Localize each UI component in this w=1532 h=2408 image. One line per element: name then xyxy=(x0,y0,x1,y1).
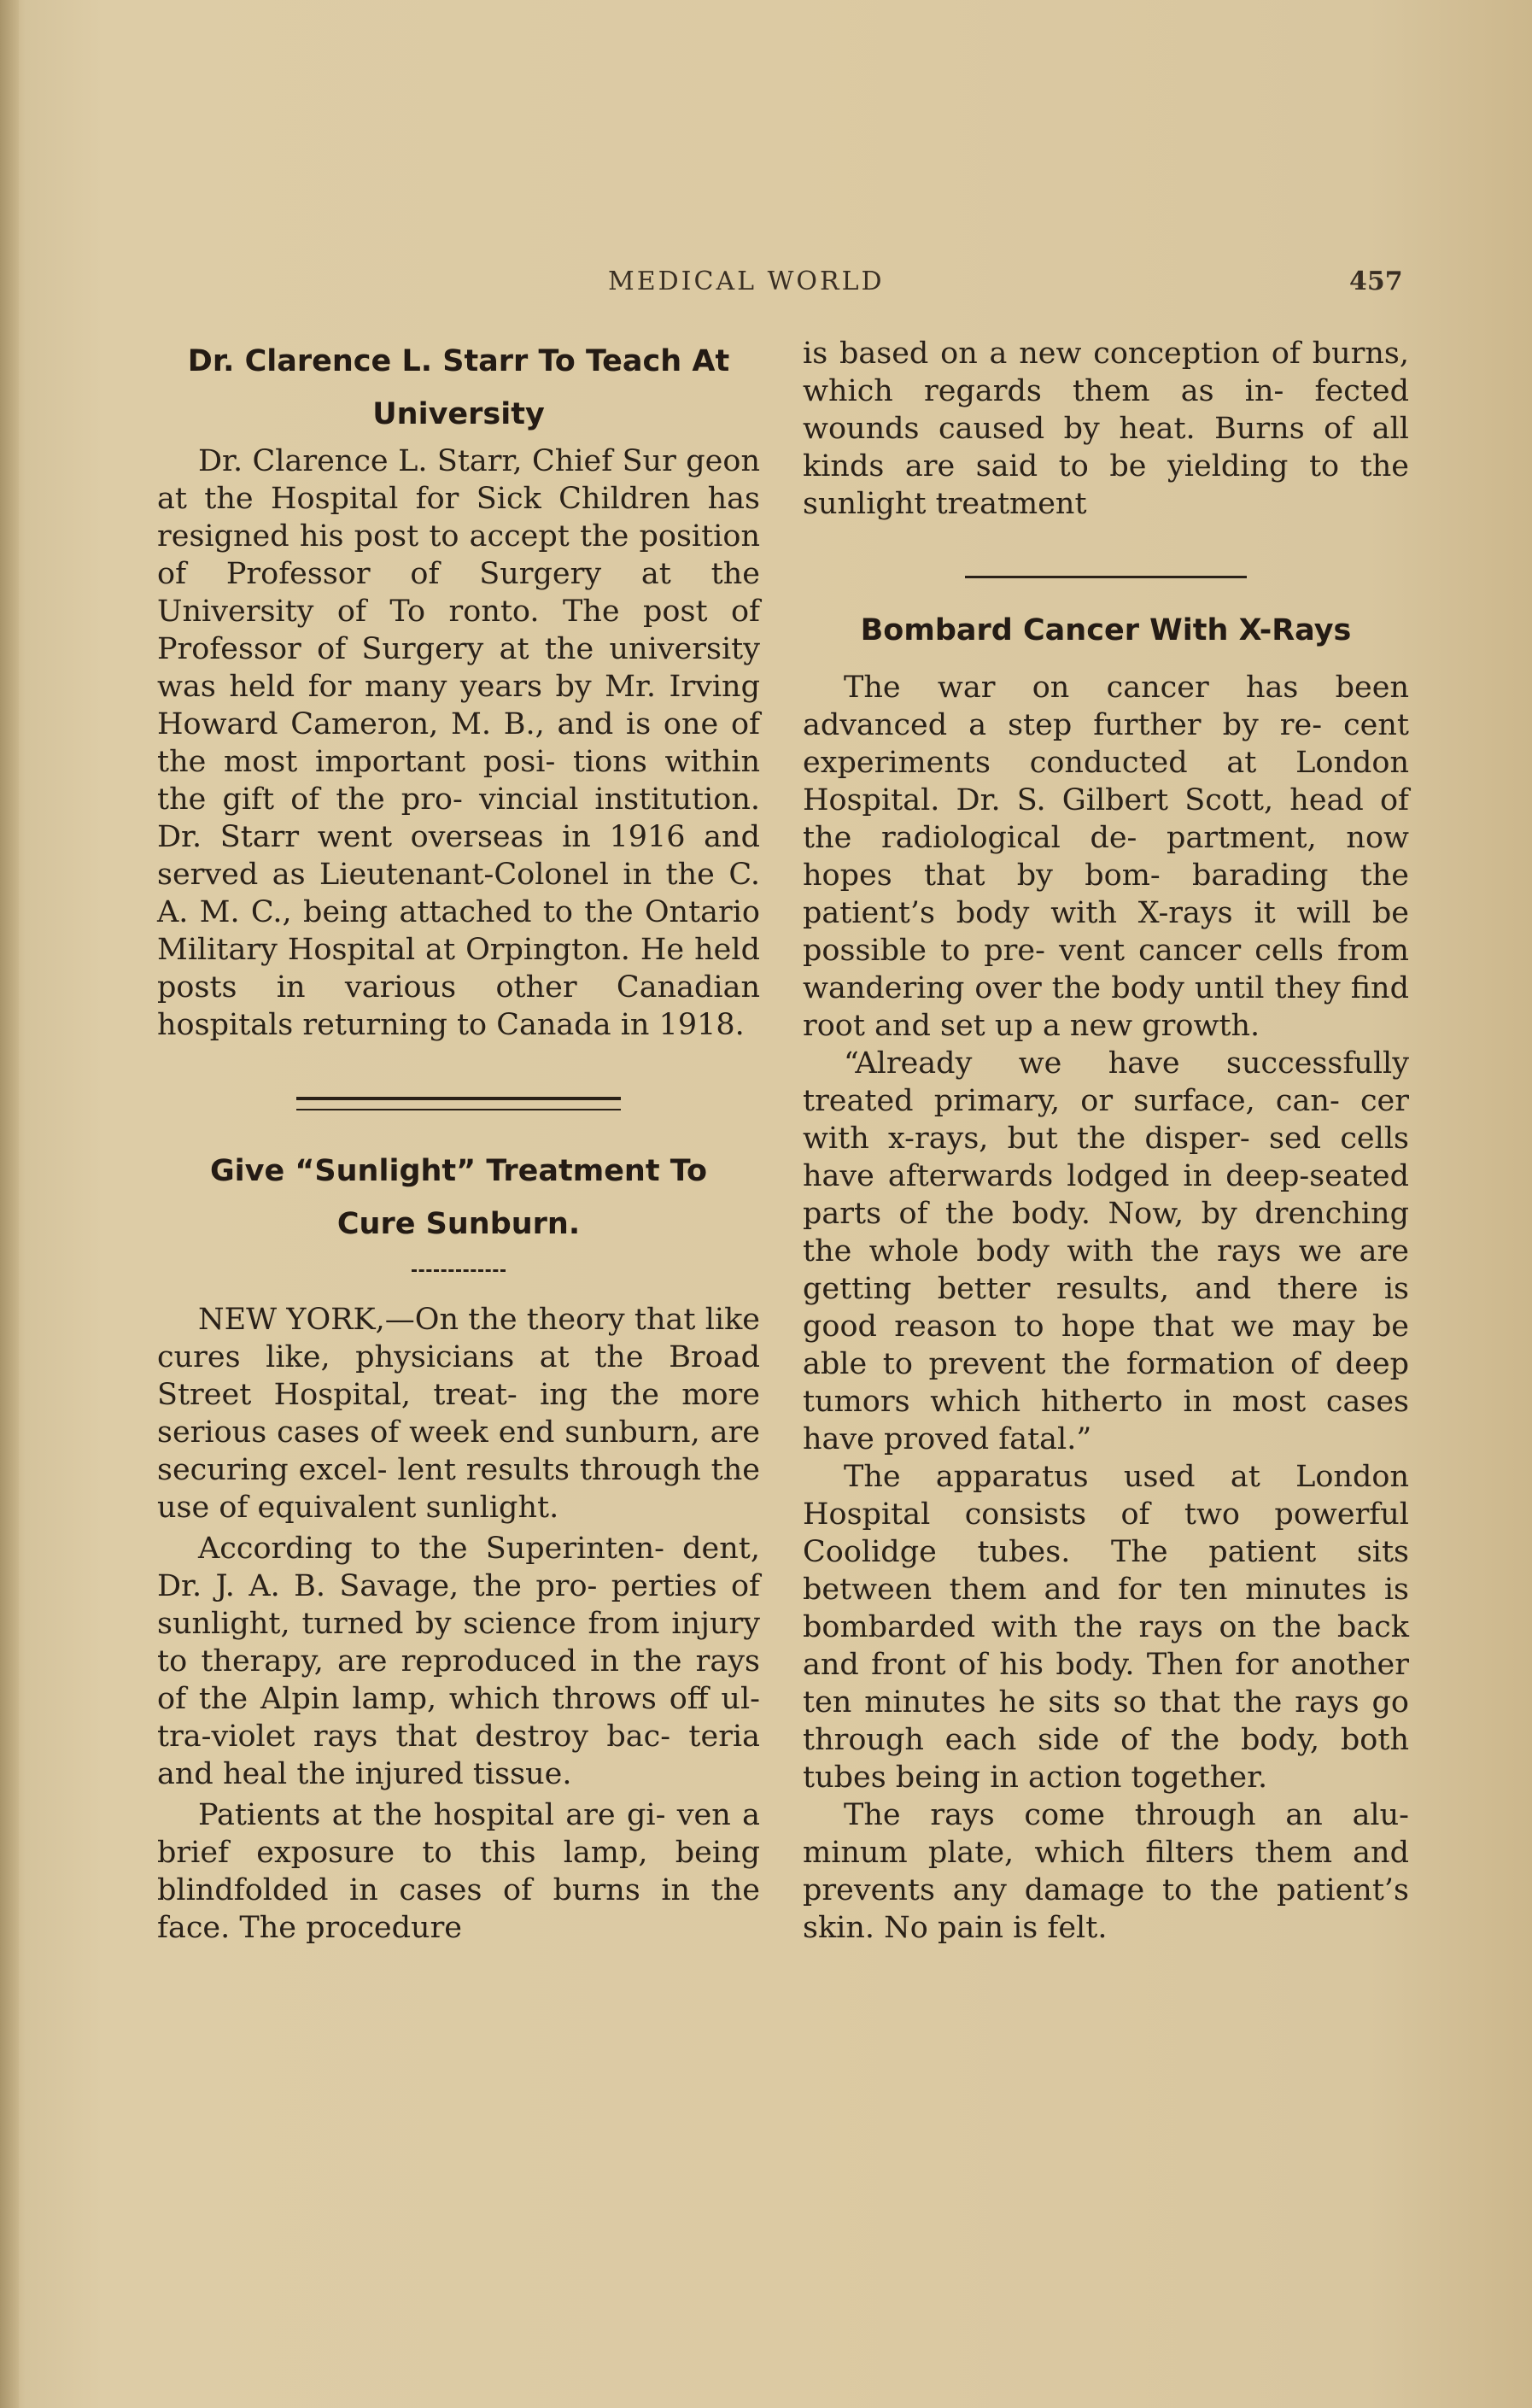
article-headline-line2: Cure Sunburn. xyxy=(336,1207,581,1241)
article-body: Dr. Clarence L. Starr, Chief Sur geon at the Hospital for Sick Children has resigned his post to accept the position of Professor of Surgery at the University of To ronto. The post of Professor of Surgery at the university was held for many years by Mr. Irving Howard Cameron, M. B., and is one of the most important posi- tions within the gift of the pro- vincial institution. Dr. Starr went overseas in 1916 and served as Lieutenant-Colonel in the C. A. M. C., being attached to the Ontario Military Hospital at Orpington. He held posts in various other Canadian hospitals returning to Canada in 1918. xyxy=(157,444,760,1042)
article-continuation: is based on a new conception of burns, which regards them as in- fected wounds caused by heat. Burns of all kinds are said to be yielding to the sunlight treatment xyxy=(803,337,1409,521)
article-headline: Give “Sunlight” Treatment To xyxy=(209,1154,708,1188)
article-paragraph: The rays come through an alu- minum plate, which filters them and prevents any damage to the patient’s skin. No pain is felt. xyxy=(803,1798,1409,1945)
running-header xyxy=(0,267,1532,301)
article-starr xyxy=(157,335,760,1044)
page-spine-edge xyxy=(0,0,19,2408)
right-column xyxy=(803,335,1409,1947)
article-paragraph: “Already we have successfully treated primary, or surface, can- cer with x-rays, but the disper- sed cells have afterwards lodged in deep-seated parts of the body. Now, by drenching the whole body with the rays we are getting better results, and there is good reason to hope that we may be able to prevent the formation of deep tumors which hitherto in most cases have proved fatal.” xyxy=(803,1046,1409,1456)
journal-title: MEDICAL WORLD xyxy=(608,267,885,296)
left-column xyxy=(157,335,760,1947)
article-paragraph: NEW YORK,—On the theory that like cures like, physicians at the Broad Street Hospital, treat- ing the more serious cases of week end sunburn, are securing excel- lent results through the use of equivalent sunlight. xyxy=(157,1303,760,1525)
article-headline-line2: University xyxy=(372,397,545,431)
article-xrays xyxy=(803,604,1409,1947)
page-number: 457 xyxy=(1349,267,1403,296)
section-divider xyxy=(296,1097,621,1110)
article-headline: Dr. Clarence L. Starr To Teach At xyxy=(187,344,730,378)
article-headline: Bombard Cancer With X-Rays xyxy=(860,613,1352,647)
article-paragraph: According to the Superinten- dent, Dr. J. A. B. Savage, the pro- perties of sunlight, turned by science from injury to therapy, are reproduced in the rays of the Alpin lamp, which throws off ul- tra-violet rays that destroy bac- teria and heal the injured tissue. xyxy=(157,1532,760,1791)
article-paragraph: The apparatus used at London Hospital consists of two powerful Coolidge tubes. The patient sits between them and for ten minutes is bombarded with the rays on the back and front of his body. Then for another ten minutes he sits so that the rays go through each side of the body, both tubes being in action together. xyxy=(803,1460,1409,1795)
article-paragraph: The war on cancer has been advanced a step further by re- cent experiments conducted at London Hospital. Dr. S. Gilbert Scott, head of the radiological de- partment, now hopes that by bom- barading the patient’s body with X-rays it will be possible to pre- vent cancer cells from wandering over the body until they find root and set up a new growth. xyxy=(803,671,1409,1043)
article-sunlight xyxy=(157,1145,760,1947)
article-paragraph: Patients at the hospital are gi- ven a brief exposure to this lamp, being blindfolded in cases of burns in the face. The procedure xyxy=(157,1798,760,1945)
